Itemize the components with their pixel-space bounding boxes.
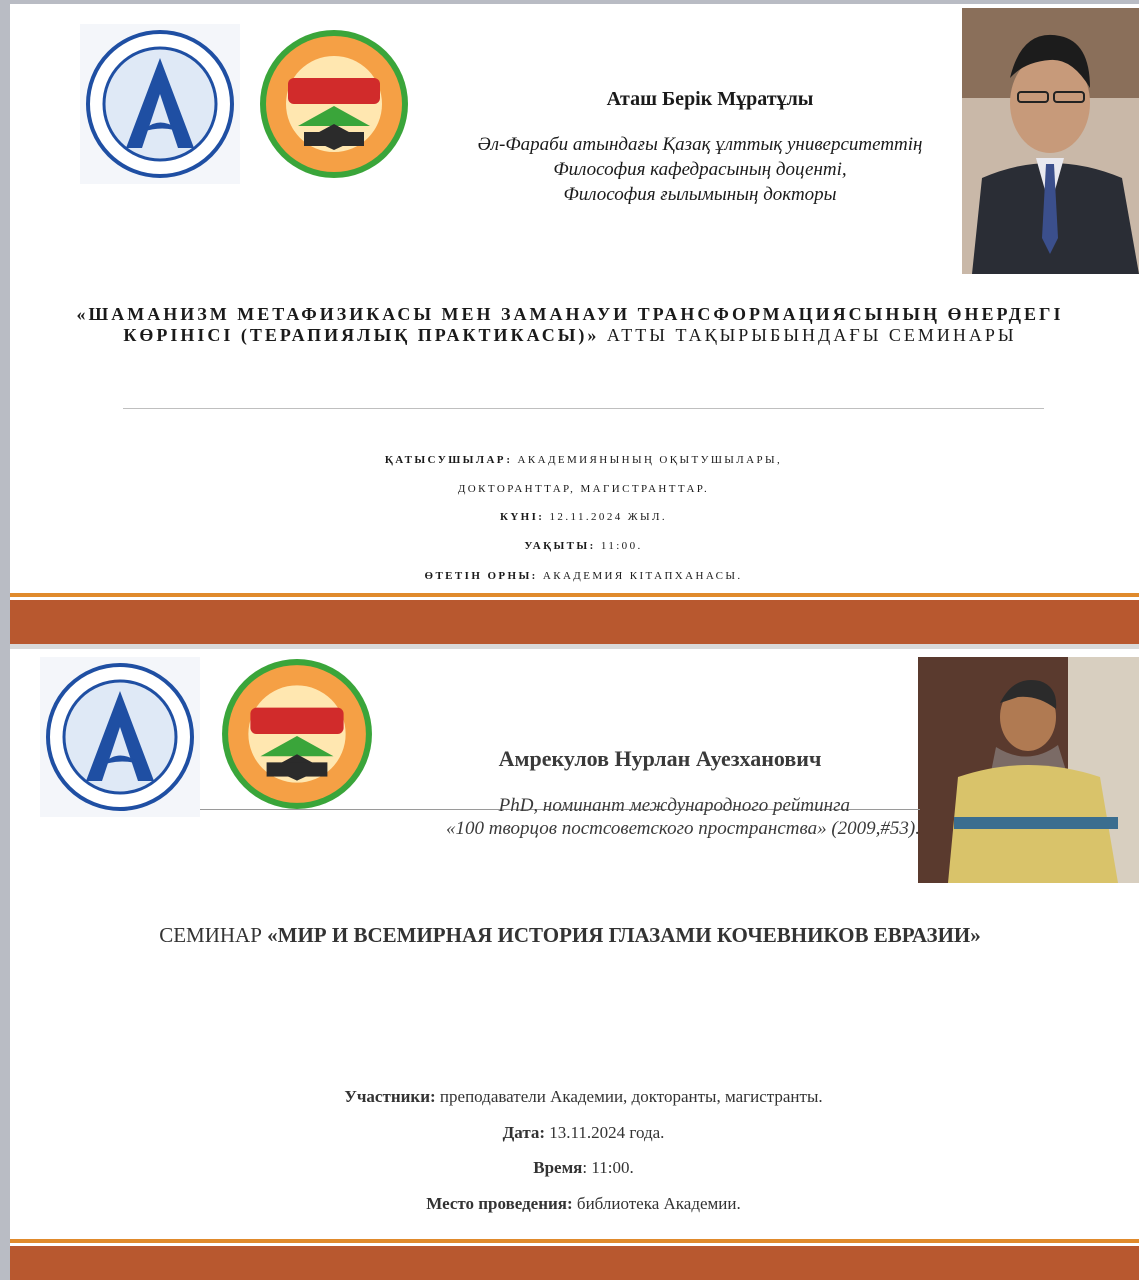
divider	[123, 408, 1044, 409]
affiliation-line: Философия кафедрасының доценті,	[553, 159, 847, 180]
seminar-page-russian	[10, 649, 1139, 1280]
participants-value: преподаватели Академии, докторанты, магистранты.	[435, 1087, 823, 1106]
time-label: Время	[533, 1158, 583, 1177]
date-line	[123, 511, 1044, 523]
place-line	[123, 570, 1044, 582]
speaker-photo	[918, 657, 1139, 883]
footer-band	[10, 600, 1139, 644]
seminar-title	[110, 923, 1030, 948]
time-value: : 11:00.	[582, 1158, 634, 1177]
date-value: 13.11.2024 года.	[545, 1123, 665, 1142]
footer-band	[10, 1246, 1139, 1280]
seminar-title	[70, 304, 1070, 346]
participants-label: ҚАТЫСУШЫЛАР:	[384, 454, 513, 466]
research-center-logo	[220, 657, 374, 811]
academy-logo	[40, 657, 200, 817]
place-value: библиотека Академии.	[572, 1194, 741, 1213]
time-value: 11:00.	[595, 540, 643, 552]
seminar-title-bold: «МИР И ВСЕМИРНАЯ ИСТОРИЯ ГЛАЗАМИ КОЧЕВНИКОВ ЕВРАЗИИ»	[267, 923, 981, 947]
speaker-name: Амрекулов Нурлан Ауезханович	[498, 746, 822, 771]
footer-accent-line	[10, 1239, 1139, 1243]
participants-line	[123, 454, 1044, 466]
date-value: 12.11.2024 ЖЫЛ.	[544, 511, 668, 523]
time-line	[123, 540, 1044, 552]
affiliation-line: PhD, номинант международного рейтинга	[498, 795, 850, 816]
academy-logo	[80, 24, 240, 184]
affiliation-line: Философия ғылымының докторы	[563, 184, 837, 205]
affiliation-line: Әл-Фараби атындағы Қазақ ұлттық университеттің	[477, 134, 923, 155]
footer-accent-line	[10, 593, 1139, 597]
date-label: Дата:	[502, 1123, 546, 1142]
affiliation-line: «100 творцов постсоветского пространства» (2009,#53).	[446, 818, 920, 839]
seminar-page-kazakh	[10, 4, 1139, 644]
date-line	[123, 1123, 1044, 1143]
seminar-title-bold: «ШАМАНИЗМ МЕТАФИЗИКАСЫ МЕН ЗАМАНАУИ ТРАНСФОРМАЦИЯСЫНЫҢ ӨНЕРДЕГІ КӨРІНІСІ (ТЕРАПИЯЛЫҚ ПРАКТИКАСЫ)»	[76, 304, 1064, 345]
place-label: Место проведения:	[426, 1194, 573, 1213]
speaker-photo	[962, 8, 1139, 274]
place-label: ӨТЕТІН ОРНЫ:	[424, 570, 538, 582]
speaker-affiliation	[430, 132, 970, 207]
participants-line	[123, 1087, 1044, 1107]
date-label: КҮНІ:	[499, 511, 545, 523]
seminar-title-prefix: СЕМИНАР	[159, 923, 268, 947]
participants-label: Участники:	[344, 1087, 436, 1106]
research-center-logo	[258, 28, 410, 180]
time-label: УАҚЫТЫ:	[524, 540, 596, 552]
time-line	[123, 1158, 1044, 1178]
speaker-name: Аташ Берік Мұратұлы	[606, 88, 814, 110]
place-line	[123, 1194, 1044, 1214]
seminar-title-rest: АТТЫ ТАҚЫРЫБЫНДАҒЫ СЕМИНАРЫ	[599, 325, 1017, 345]
participants-line-2: ДОКТОРАНТТАР, МАГИСТРАНТТАР.	[457, 483, 710, 495]
speaker-affiliation	[340, 794, 920, 840]
participants-value: АКАДЕМИЯНЫНЫҢ ОҚЫТУШЫЛАРЫ,	[512, 454, 783, 466]
left-strip	[0, 0, 10, 1280]
place-value: АКАДЕМИЯ КІТАПХАНАСЫ.	[537, 570, 743, 582]
